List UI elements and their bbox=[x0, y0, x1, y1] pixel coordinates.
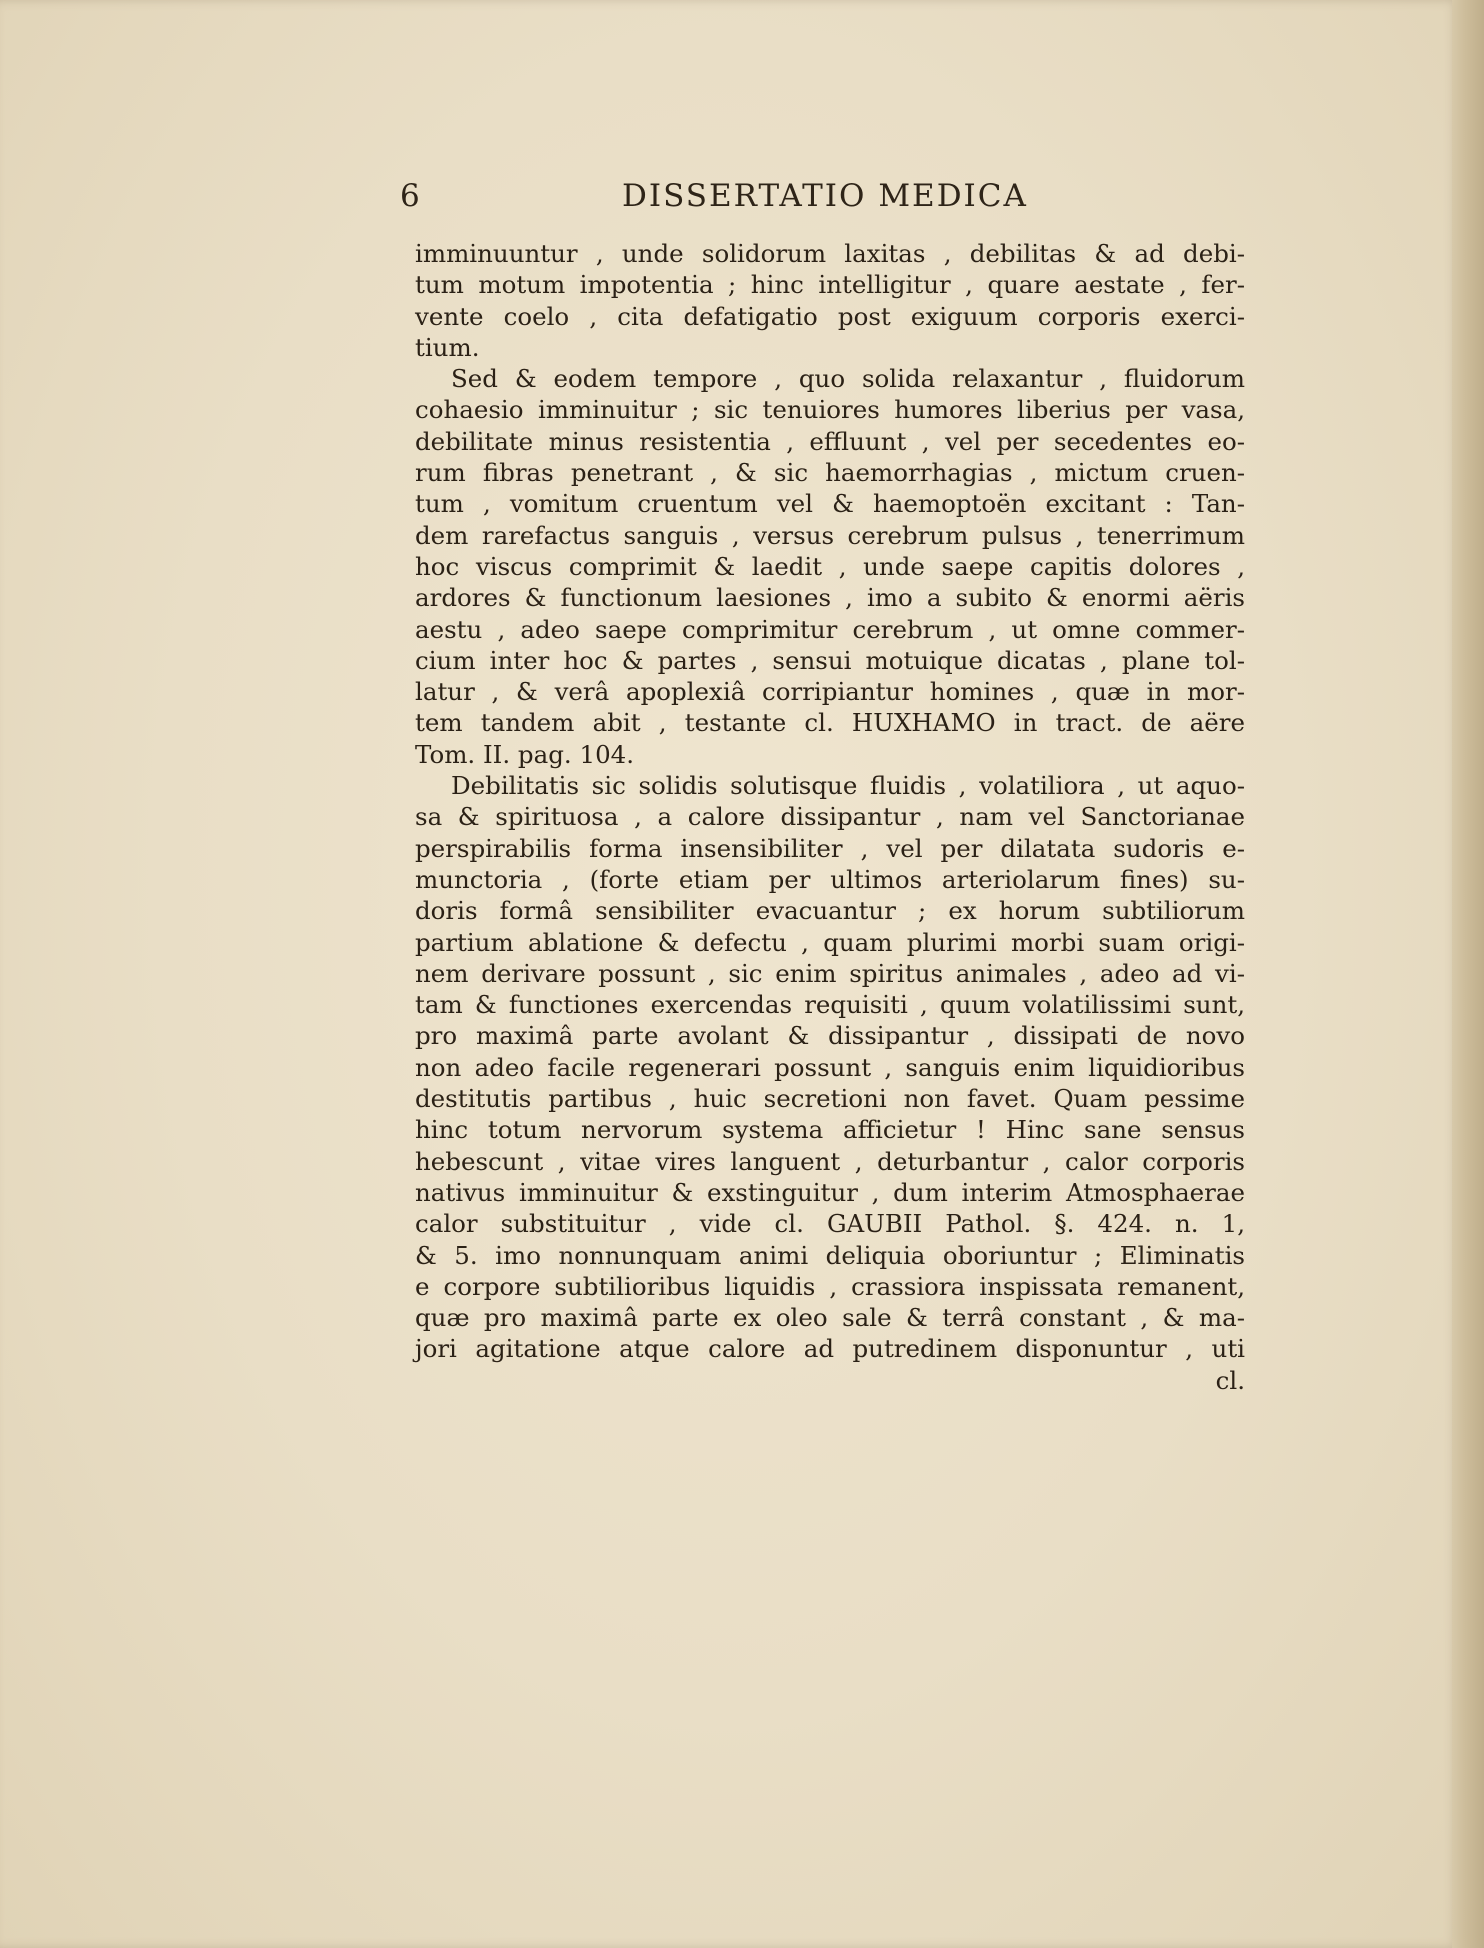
text-line: doris formâ sensibiliter evacuantur ; ex horum subtiliorum bbox=[415, 896, 1245, 926]
text-line: Debilitatis sic solidis solutisque fluidis , volatiliora , ut aquo- bbox=[451, 771, 1245, 801]
text-line: rum fibras penetrant , & sic haemorrhagias , mictum cruen- bbox=[415, 458, 1245, 488]
text-line: dem rarefactus sanguis , versus cerebrum pulsus , tenerrimum bbox=[415, 520, 1245, 550]
body-text bbox=[415, 238, 1245, 1396]
text-line: imminuuntur , unde solidorum laxitas , debilitas & ad debi- bbox=[415, 239, 1245, 268]
text-line: e corpore subtilioribus liquidis , crassiora inspissata remanent, bbox=[415, 1271, 1245, 1301]
text-line: tem tandem abit , testante cl. HUXHAMO in tract. de aëre bbox=[415, 708, 1245, 738]
text-line: sa & spirituosa , a calore dissipantur , nam vel Sanctorianae bbox=[415, 802, 1245, 832]
text-line: tum , vomitum cruentum vel & haemoptoën excitant : Tan- bbox=[415, 489, 1245, 519]
text-line: tium. bbox=[415, 332, 480, 362]
text-line: latur , & verâ apoplexiâ corripiantur homines , quæ in mor- bbox=[415, 677, 1245, 707]
text-line: vente coelo , cita defatigatio post exiguum corporis exerci- bbox=[415, 301, 1245, 331]
text-line: partium ablatione & defectu , quam plurimi morbi suam origi- bbox=[415, 927, 1245, 957]
text-line: perspirabilis forma insensibiliter , vel per dilatata sudoris e- bbox=[415, 833, 1245, 863]
text-line: Tom. II. pag. 104. bbox=[415, 739, 635, 769]
catchword: cl. bbox=[1215, 1365, 1245, 1395]
text-line: hinc totum nervorum systema afficietur ! Hinc sane sensus bbox=[415, 1115, 1245, 1145]
text-line: debilitate minus resistentia , effluunt , vel per secedentes eo- bbox=[415, 426, 1245, 456]
text-line: hoc viscus comprimit & laedit , unde saepe capitis dolores , bbox=[415, 551, 1245, 581]
text-line: destitutis partibus , huic secretioni non favet. Quam pessime bbox=[415, 1084, 1245, 1114]
text-line: Sed & eodem tempore , quo solida relaxantur , fluidorum bbox=[451, 364, 1245, 394]
text-line: nativus imminuitur & exstinguitur , dum interim Atmosphaerae bbox=[415, 1177, 1245, 1207]
page-edge bbox=[1452, 0, 1484, 1948]
text-line: nem derivare possunt , sic enim spiritus animales , adeo ad vi- bbox=[415, 958, 1245, 988]
text-line: tam & functiones exercendas requisiti , quum volatilissimi sunt, bbox=[415, 990, 1245, 1020]
text-line: munctoria , (forte etiam per ultimos arteriolarum fines) su- bbox=[415, 864, 1245, 894]
text-line: quæ pro maximâ parte ex oleo sale & terrâ constant , & ma- bbox=[415, 1303, 1245, 1333]
text-line: cohaesio imminuitur ; sic tenuiores humores liberius per vasa, bbox=[415, 395, 1245, 425]
page-header bbox=[400, 178, 1280, 228]
text-line: non adeo facile regenerari possunt , sanguis enim liquidioribus bbox=[415, 1052, 1245, 1082]
text-line: & 5. imo nonnunquam animi deliquia oboriuntur ; Eliminatis bbox=[415, 1240, 1245, 1270]
text-line: jori agitatione atque calore ad putredinem disponuntur , uti bbox=[415, 1334, 1245, 1364]
text-line: pro maximâ parte avolant & dissipantur , dissipati de novo bbox=[415, 1021, 1245, 1051]
page-number: 6 bbox=[400, 178, 420, 214]
text-line: aestu , adeo saepe comprimitur cerebrum , ut omne commer- bbox=[415, 614, 1245, 644]
running-title: DISSERTATIO MEDICA bbox=[622, 178, 1028, 214]
text-line: calor substituitur , vide cl. GAUBII Pathol. §. 424. n. 1, bbox=[415, 1209, 1245, 1239]
text-line: ardores & functionum laesiones , imo a subito & enormi aëris bbox=[415, 583, 1245, 613]
text-line: hebescunt , vitae vires languent , deturbantur , calor corporis bbox=[415, 1146, 1245, 1176]
text-line: cium inter hoc & partes , sensui motuique dicatas , plane tol- bbox=[415, 645, 1245, 675]
text-line: tum motum impotentia ; hinc intelligitur , quare aestate , fer- bbox=[415, 270, 1245, 300]
